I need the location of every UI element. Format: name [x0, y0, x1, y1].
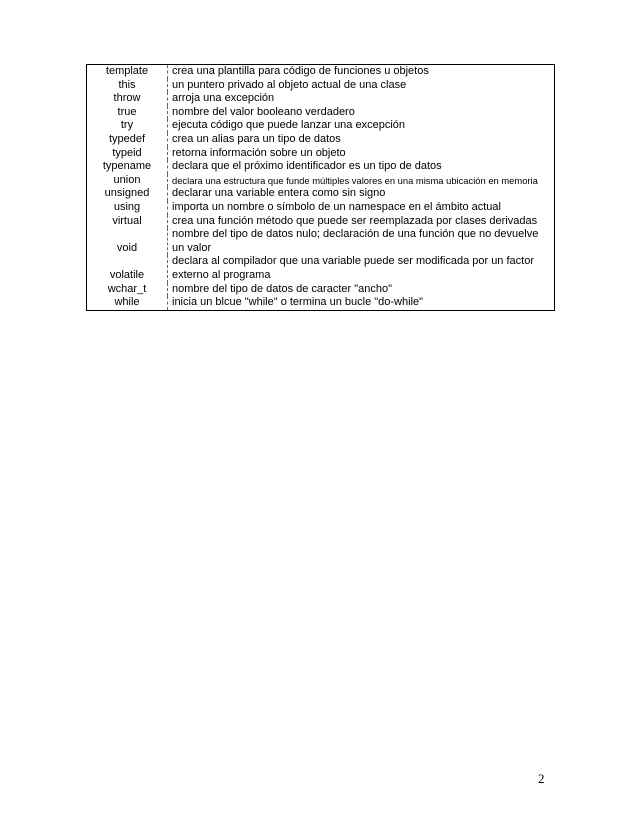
table-row	[87, 133, 554, 147]
keyword-term: unsigned	[87, 187, 168, 201]
keyword-term: volatile	[87, 255, 168, 282]
keyword-definition: crea un alias para un tipo de datos	[172, 132, 341, 145]
keyword-term: wchar_t	[87, 283, 168, 297]
table-row	[87, 147, 554, 161]
keyword-definition: importa un nombre o símbolo de un namespace en el ámbito actual	[172, 200, 501, 213]
table-row	[87, 283, 554, 297]
table-row	[87, 65, 554, 79]
keyword-term: typename	[87, 160, 168, 174]
keyword-definition: inicia un blcue "while" o termina un bucle "do-while"	[172, 296, 424, 309]
keyword-term: true	[87, 106, 168, 120]
table-row	[87, 201, 554, 215]
keyword-term: typeid	[87, 147, 168, 161]
keyword-definition: declara que el próximo identificador es un tipo de datos	[172, 160, 442, 173]
keyword-term: typedef	[87, 133, 168, 147]
table-row	[87, 92, 554, 106]
keyword-term: try	[87, 119, 168, 133]
table-row	[87, 106, 554, 120]
table-row	[87, 228, 554, 255]
keyword-definition: crea una función método que puede ser reemplazada por clases derivadas	[172, 214, 538, 227]
keyword-definition: crea una plantilla para código de funciones u objetos	[172, 65, 429, 77]
table-row	[87, 215, 554, 229]
keyword-term: template	[87, 65, 168, 79]
keyword-definition: ejecuta código que puede lanzar una excepción	[172, 119, 406, 132]
table-row	[87, 174, 554, 188]
keyword-term: while	[87, 296, 168, 310]
table-row	[87, 187, 554, 201]
keyword-definition: nombre del tipo de datos nulo; declaración de una función que no devuelve un valor	[172, 228, 539, 254]
table-row	[87, 255, 554, 282]
page-number: 2	[538, 771, 545, 786]
keyword-table	[86, 64, 555, 311]
table-row	[87, 160, 554, 174]
keyword-definition: arroja una excepción	[172, 92, 275, 105]
keyword-definition: declara al compilador que una variable puede ser modificada por un factor externo al programa	[172, 255, 534, 281]
table-row	[87, 119, 554, 133]
keyword-term: this	[87, 79, 168, 93]
table-row	[87, 296, 554, 310]
keyword-definition: declara una estructura que funde múltiples valores en una misma ubicación en memoria	[172, 174, 538, 186]
keyword-term: throw	[87, 92, 168, 106]
keyword-definition: un puntero privado al objeto actual de una clase	[172, 78, 407, 91]
keyword-term: union	[87, 174, 168, 188]
keyword-definition: declarar una variable entera como sin signo	[172, 187, 386, 200]
table-row	[87, 79, 554, 93]
keyword-definition: nombre del valor booleano verdadero	[172, 105, 355, 118]
keyword-definition: nombre del tipo de datos de caracter "ancho"	[172, 282, 392, 295]
keyword-term: void	[87, 228, 168, 255]
keyword-term: virtual	[87, 215, 168, 229]
keyword-definition: retorna información sobre un objeto	[172, 146, 346, 159]
keyword-term: using	[87, 201, 168, 215]
